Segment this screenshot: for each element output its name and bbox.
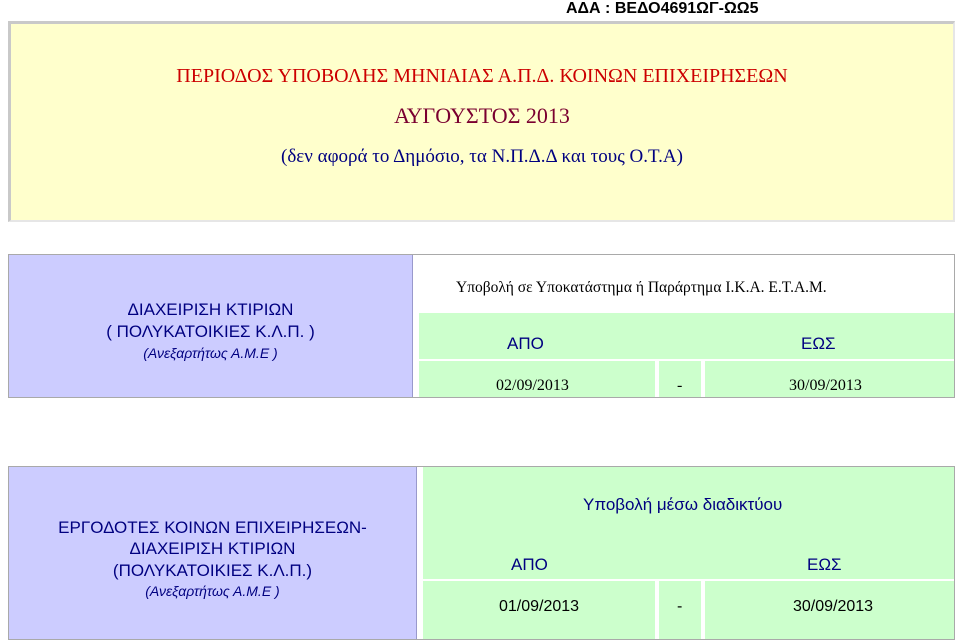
section2-submission-cell [423, 467, 954, 639]
ada-stamp: ΑΔΑ : ΒΕΔΟ4691ΩΓ-ΩΩ5 [566, 0, 759, 17]
section2-dash: - [677, 598, 683, 615]
section2-category-cell [9, 467, 417, 639]
section1-from-date: 02/09/2013 [496, 377, 569, 394]
section-common-enterprises [8, 466, 955, 640]
header-period: ΑΥΓΟΥΣΤΟΣ 2013 [394, 103, 570, 128]
section1-right-title: Υποβολή σε Υποκατάστημα ή Παράρτημα Ι.Κ.Α. Ε.Τ.Α.Μ. [456, 279, 827, 296]
header-note: (δεν αφορά το Δημόσιο, τα Ν.Π.Δ.Δ και τους Ο.Τ.Α) [281, 146, 683, 167]
section2-from-date: 01/09/2013 [499, 598, 580, 615]
section-building-management [8, 254, 955, 398]
section1-left-note: (Ανεξαρτήτως Α.Μ.Ε ) [143, 345, 278, 361]
section1-to-date: 30/09/2013 [789, 377, 862, 394]
section1-category-cell [9, 255, 413, 397]
header-title: ΠΕΡΙΟΔΟΣ ΥΠΟΒΟΛΗΣ ΜΗΝΙΑΙΑΣ Α.Π.Δ. ΚΟΙΝΩΝ ΕΠΙΧΕΙΡΗΣΕΩΝ [176, 65, 788, 87]
section2-left-line3: (ΠΟΛΥΚΑΤΟΙΚΙΕΣ Κ.Λ.Π.) [112, 561, 313, 580]
section2-right-title: Υποβολή μέσω διαδικτύου [583, 495, 783, 514]
section1-from-label: ΑΠΟ [507, 334, 544, 353]
section2-left-note: (Ανεξαρτήτως Α.Μ.Ε ) [145, 583, 280, 599]
section1-submission-cell [419, 255, 954, 397]
section1-to-label: ΕΩΣ [801, 334, 836, 353]
header-box [8, 21, 955, 222]
section1-left-line2: ( ΠΟΛΥΚΑΤΟΙΚΙΕΣ Κ.Λ.Π. ) [106, 322, 315, 341]
section2-to-label: ΕΩΣ [807, 555, 842, 574]
section2-left-line1: ΕΡΓΟΔΟΤΕΣ ΚΟΙΝΩΝ ΕΠΙΧΕΙΡΗΣΕΩΝ- [58, 518, 367, 537]
section1-left-line1: ΔΙΑΧΕΙΡΙΣΗ ΚΤΙΡΙΩΝ [127, 300, 294, 319]
section2-left-line2: ΔΙΑΧΕΙΡΙΣΗ ΚΤΙΡΙΩΝ [129, 539, 296, 558]
section1-dash: - [677, 377, 683, 394]
section2-from-label: ΑΠΟ [511, 555, 548, 574]
section2-to-date: 30/09/2013 [793, 598, 874, 615]
